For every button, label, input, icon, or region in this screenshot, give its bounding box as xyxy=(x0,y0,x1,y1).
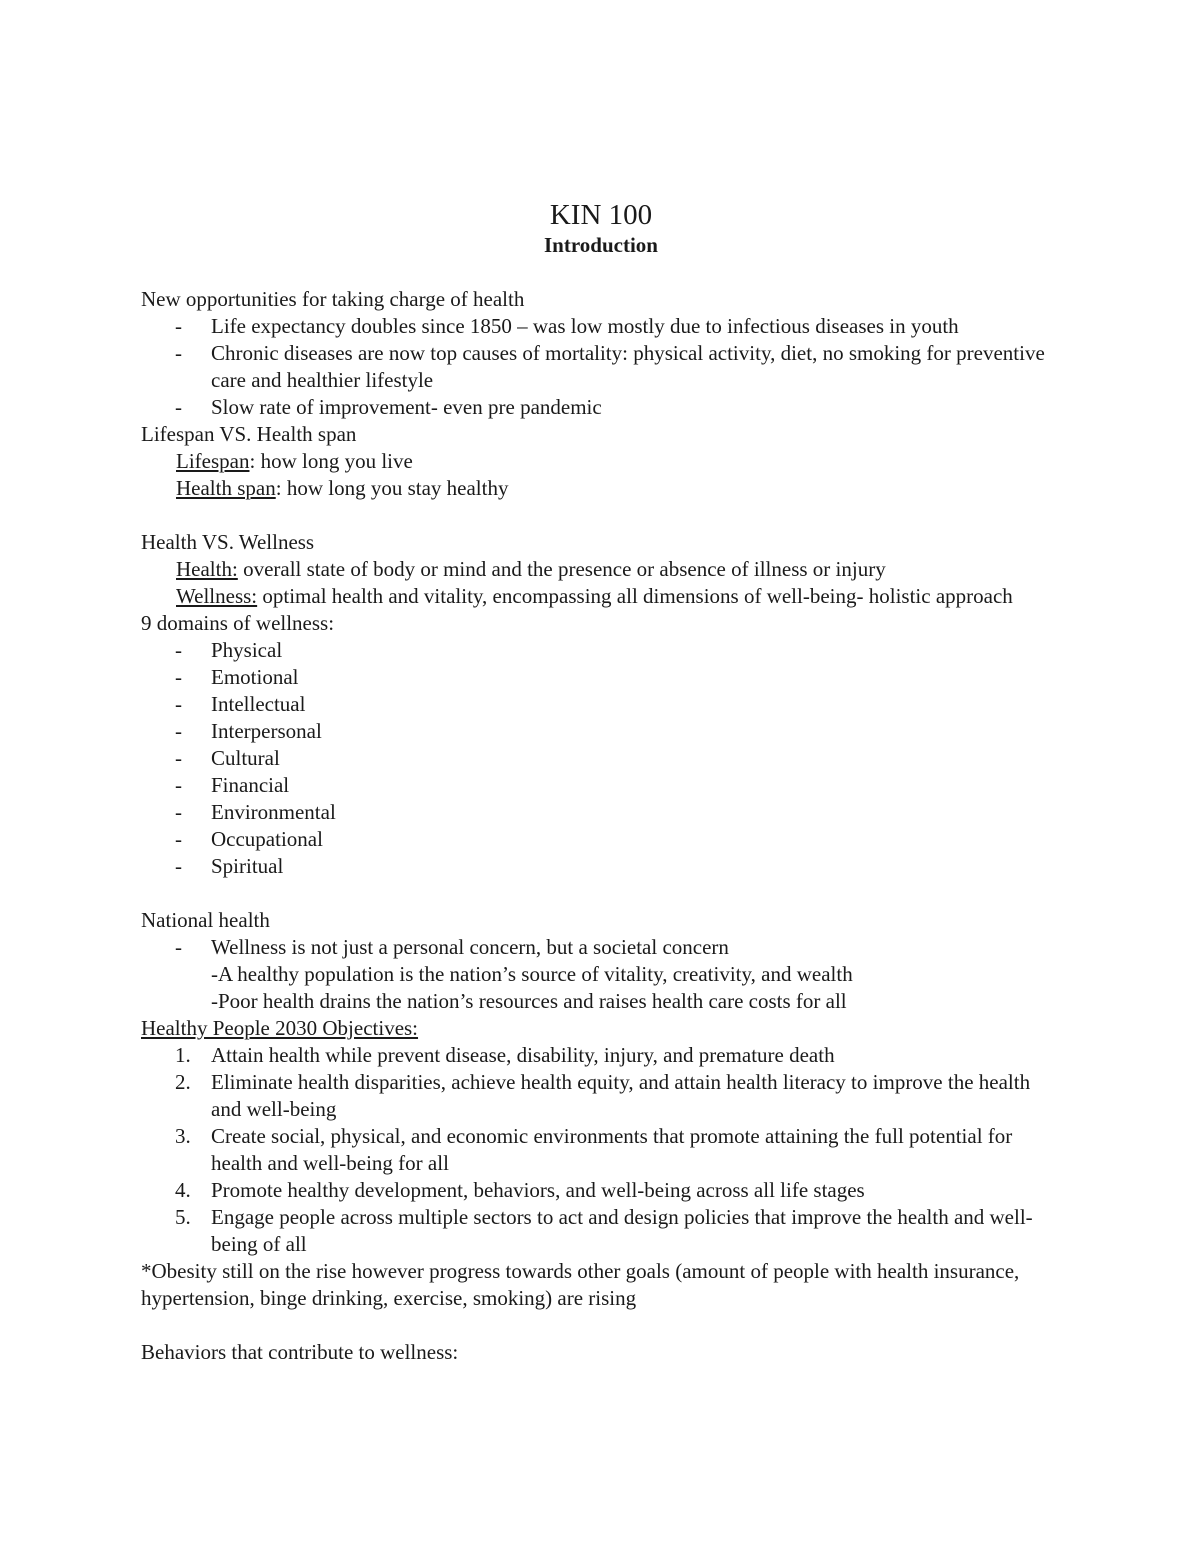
dash-marker: - xyxy=(175,665,182,689)
list-item-text: Spiritual xyxy=(211,854,284,878)
number-marker: 3. xyxy=(175,1124,191,1148)
list-item-text: Wellness is not just a personal concern, but a societal concern xyxy=(211,935,729,959)
section-heading-health-wellness: Health VS. Wellness xyxy=(141,530,315,554)
list-item xyxy=(141,1177,1061,1204)
number-marker: 2. xyxy=(175,1070,191,1094)
dash-marker: - xyxy=(175,314,182,338)
list-item-text: Chronic diseases are now top causes of mortality: physical activity, diet, no smoking for preventive care and healthier lifestyle xyxy=(211,341,1045,392)
opportunities-list xyxy=(141,313,1061,421)
list-item-text: Attain health while prevent disease, disability, injury, and premature death xyxy=(211,1043,835,1067)
dash-marker: - xyxy=(175,854,182,878)
number-marker: 5. xyxy=(175,1205,191,1229)
dash-marker: - xyxy=(175,692,182,716)
dash-marker: - xyxy=(175,638,182,662)
list-item xyxy=(141,340,1061,394)
list-item-text: Eliminate health disparities, achieve health equity, and attain health literacy to improve the health and well-being xyxy=(211,1070,1031,1121)
list-item xyxy=(141,637,1061,664)
list-item-text: Environmental xyxy=(211,800,336,824)
spacer xyxy=(141,502,1061,529)
list-item-text: Promote healthy development, behaviors, and well-being across all life stages xyxy=(211,1178,865,1202)
list-item-text: Physical xyxy=(211,638,283,662)
section-heading-domains: 9 domains of wellness: xyxy=(141,611,335,635)
list-item xyxy=(141,718,1061,745)
list-item-text: Engage people across multiple sectors to act and design policies that improve the health and well-being of all xyxy=(211,1205,1033,1256)
section-heading-national-health: National health xyxy=(141,908,270,932)
list-item xyxy=(141,1204,1061,1258)
spacer xyxy=(141,1312,1061,1339)
national-health-sub-1: -A healthy population is the nation’s source of vitality, creativity, and wealth xyxy=(211,962,853,986)
list-item xyxy=(141,934,1061,961)
healthspan-definition xyxy=(141,475,1061,502)
healthspan-term: Health span xyxy=(176,476,276,500)
list-item xyxy=(141,394,1061,421)
dash-marker: - xyxy=(175,746,182,770)
list-item-text: Life expectancy doubles since 1850 – was low mostly due to infectious diseases in youth xyxy=(211,314,959,338)
list-item-text: Emotional xyxy=(211,665,299,689)
list-item xyxy=(141,664,1061,691)
national-health-sub-2: -Poor health drains the nation’s resources and raises health care costs for all xyxy=(211,989,847,1013)
obesity-note: *Obesity still on the rise however progress towards other goals (amount of people with health insurance, hypertension, binge drinking, exercise, smoking) are rising xyxy=(141,1259,1020,1310)
dash-marker: - xyxy=(175,935,182,959)
list-item-text: Intellectual xyxy=(211,692,306,716)
list-item xyxy=(141,772,1061,799)
number-marker: 1. xyxy=(175,1043,191,1067)
list-item xyxy=(141,1069,1061,1123)
health-term: Health: xyxy=(176,557,238,581)
document-title: KIN 100 xyxy=(549,199,653,231)
section-heading-healthy-people: Healthy People 2030 Objectives: xyxy=(141,1016,419,1040)
lifespan-term: Lifespan xyxy=(176,449,250,473)
domains-list xyxy=(141,637,1061,880)
document-page xyxy=(141,198,1061,1366)
lifespan-definition xyxy=(141,448,1061,475)
section-heading-behaviors: Behaviors that contribute to wellness: xyxy=(141,1340,459,1364)
wellness-definition xyxy=(141,583,1061,610)
list-item-text: Cultural xyxy=(211,746,280,770)
list-item xyxy=(141,313,1061,340)
health-definition xyxy=(141,556,1061,583)
healthspan-def: : how long you stay healthy xyxy=(275,476,509,500)
dash-marker: - xyxy=(175,341,182,365)
spacer xyxy=(141,880,1061,907)
list-item xyxy=(141,826,1061,853)
dash-marker: - xyxy=(175,773,182,797)
lifespan-def: : how long you live xyxy=(249,449,413,473)
wellness-term: Wellness: xyxy=(176,584,258,608)
dash-marker: - xyxy=(175,395,182,419)
list-item xyxy=(141,1123,1061,1177)
list-item-text: Financial xyxy=(211,773,290,797)
dash-marker: - xyxy=(175,800,182,824)
list-item xyxy=(141,691,1061,718)
document-subtitle: Introduction xyxy=(544,233,658,257)
dash-marker: - xyxy=(175,827,182,851)
list-item xyxy=(141,1042,1061,1069)
objectives-list xyxy=(141,1042,1061,1258)
list-item-text: Interpersonal xyxy=(211,719,322,743)
national-health-list xyxy=(141,934,1061,961)
list-item xyxy=(141,799,1061,826)
list-item-text: Create social, physical, and economic environments that promote attaining the full potential for health and well-being for all xyxy=(211,1124,1013,1175)
wellness-def: optimal health and vitality, encompassing all dimensions of well-being- holistic approach xyxy=(257,584,1013,608)
section-heading-lifespan: Lifespan VS. Health span xyxy=(141,422,357,446)
list-item-text: Occupational xyxy=(211,827,323,851)
number-marker: 4. xyxy=(175,1178,191,1202)
list-item xyxy=(141,745,1061,772)
list-item xyxy=(141,853,1061,880)
section-heading-opportunities: New opportunities for taking charge of health xyxy=(141,287,525,311)
health-def: overall state of body or mind and the presence or absence of illness or injury xyxy=(237,557,886,581)
list-item-text: Slow rate of improvement- even pre pandemic xyxy=(211,395,602,419)
dash-marker: - xyxy=(175,719,182,743)
